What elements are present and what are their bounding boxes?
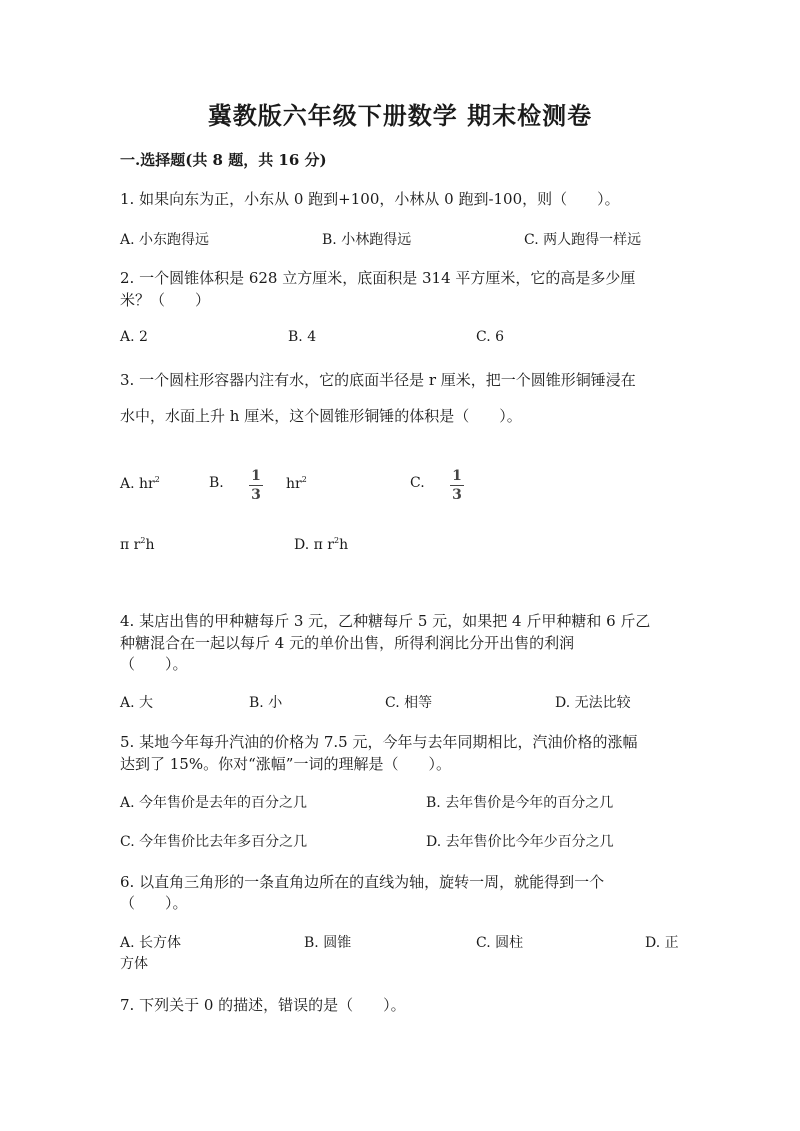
question-5-option-c: C. 今年售价比去年多百分之几	[120, 834, 308, 850]
fraction-bar	[249, 485, 263, 486]
page-title: 冀教版六年级下册数学 期末检测卷	[207, 101, 593, 130]
question-1-stem: 1. 如果向东为正，小东从 0 跑到+100，小林从 0 跑到-100，则（ ）。	[120, 190, 620, 208]
question-4-stem-line3: （ ）。	[120, 655, 188, 673]
question-4-option-c: C. 相等	[385, 695, 433, 711]
question-3-option-d	[294, 536, 348, 553]
question-7-stem: 7. 下列关于 0 的描述，错误的是（ ）。	[120, 996, 406, 1014]
question-3-option-c-exponent: 2	[140, 536, 146, 545]
question-4-option-d: D. 无法比较	[555, 695, 631, 711]
question-3-option-d-text: D. π r	[294, 537, 334, 553]
question-3-option-c-continued	[120, 536, 154, 553]
question-5-option-b: B. 去年售价是今年的百分之几	[426, 795, 614, 811]
question-6-option-b: B. 圆锥	[304, 935, 352, 951]
question-1-option-c: C. 两人跑得一样远	[524, 232, 642, 248]
question-6-stem-line1: 6. 以直角三角形的一条直角边所在的直线为轴，旋转一周，就能得到一个	[120, 873, 605, 891]
fraction-denominator: 3	[452, 487, 462, 503]
question-3-option-a	[120, 475, 160, 492]
question-4-stem-line2: 种糖混合在一起以每斤 4 元的单价出售，所得利润比分开出售的利润	[120, 634, 575, 652]
question-3-option-d-exponent: 2	[333, 536, 340, 545]
fraction-numerator: 1	[452, 468, 462, 484]
question-3-option-c-text: π r	[120, 537, 141, 553]
question-3-option-a-exponent: 2	[154, 475, 160, 484]
question-1-option-a: A. 小东跑得远	[120, 232, 210, 248]
question-4-option-b: B. 小	[249, 695, 283, 711]
question-3-option-b-exponent: 2	[301, 475, 307, 484]
question-3-option-c-label: C.	[410, 475, 425, 491]
question-5-stem-line1: 5. 某地今年每升汽油的价格为 7.5 元，今年与去年同期相比，汽油价格的涨幅	[120, 733, 638, 751]
question-4-option-a: A. 大	[120, 695, 154, 711]
question-3-option-c-fraction	[450, 468, 464, 503]
fraction-numerator: 1	[251, 468, 261, 484]
question-3-stem-line2: 水中，水面上升 h 厘米，这个圆锥形铜锤的体积是（ ）。	[120, 407, 522, 425]
question-3-option-b-expression	[286, 475, 307, 492]
question-2-option-a: A. 2	[120, 329, 148, 345]
section-heading: 一.选择题(共 8 题，共 16 分)	[120, 151, 327, 169]
question-3-option-b-label: B.	[209, 475, 224, 491]
question-3-option-b-fraction	[249, 468, 263, 503]
question-6-option-d: D. 正	[645, 935, 679, 951]
question-6-stem-line2: （ ）。	[120, 894, 188, 912]
question-6-option-a: A. 长方体	[120, 935, 182, 951]
question-4-stem-line1: 4. 某店出售的甲种糖每斤 3 元，乙种糖每斤 5 元，如果把 4 斤甲种糖和 6 斤乙	[120, 612, 651, 630]
question-6-option-d-continued: 方体	[120, 956, 148, 972]
question-2-option-b: B. 4	[288, 329, 317, 345]
question-6-option-c: C. 圆柱	[476, 935, 524, 951]
question-2-option-c: C. 6	[476, 329, 505, 345]
question-3-option-b-text: hr	[286, 476, 302, 492]
fraction-denominator: 3	[251, 487, 261, 503]
question-5-option-a: A. 今年售价是去年的百分之几	[120, 795, 308, 811]
question-3-option-a-text: A. hr	[120, 476, 155, 492]
question-2-stem-line1: 2. 一个圆锥体积是 628 立方厘米，底面积是 314 平方厘米，它的高是多少厘	[120, 269, 636, 287]
question-3-stem-line1: 3. 一个圆柱形容器内注有水，它的底面半径是 r 厘米，把一个圆锥形铜锤浸在	[120, 371, 636, 389]
fraction-bar	[450, 485, 464, 486]
question-5-stem-line2: 达到了 15%。你对“涨幅”一词的理解是（ ）。	[120, 755, 451, 773]
question-2-stem-line2: 米？（ ）	[120, 291, 211, 309]
question-5-option-d: D. 去年售价比今年少百分之几	[426, 834, 614, 850]
question-3-option-d-text-end: h	[339, 537, 349, 553]
question-1-option-b: B. 小林跑得远	[322, 232, 412, 248]
question-3-option-c-text-end: h	[145, 537, 155, 553]
